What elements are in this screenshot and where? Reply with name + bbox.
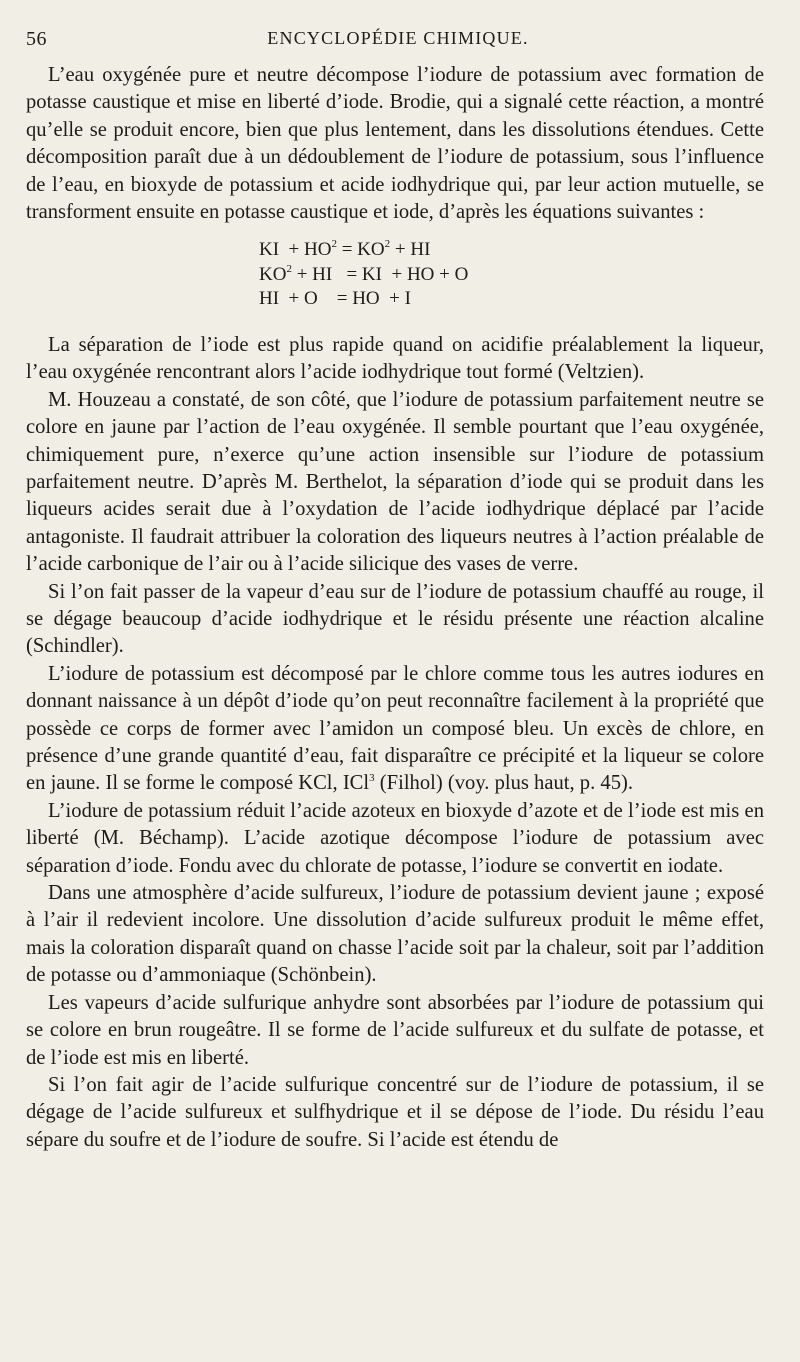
paragraph-8: Les vapeurs d’acide sulfurique anhydre sont absorbées par l’iodure de potassium qui se colore en brun rougeâtre. Il se forme de l’acide sulfureux et du sulfate de potasse, et de l’iode est mis en liberté. xyxy=(26,991,764,1069)
page-number: 56 xyxy=(26,28,47,50)
paragraph-3: M. Houzeau a constaté, de son côté, que l’iodure de potassium parfaitement neutre se colore en jaune par l’action de l’eau oxygénée. Il semble pourtant que l’eau oxygénée, chimiquement pure, n’exerce qu’une action insensible sur l’iodure de potassium parfaitement neutre. D’après M. Berthelot, la séparation d’iode qui se produit dans les liqueurs acides serait due à l’oxydation de l’acide iodhydrique déplacé par l’acide antagoniste. Il faudrait attribuer la coloration des liqueurs neutres à l’action préalable de l’acide carbonique de l’air ou à l’acide silicique des vases de verre. xyxy=(26,388,764,576)
paragraph-6: L’iodure de potassium réduit l’acide azoteux en bioxyde d’azote et de l’iode est mis en liberté (M. Béchamp). L’acide azotique décompose l’iodure de potassium avec séparation d’iode. Fondu avec du chlorate de potasse, l’iodure se convertit en iodate. xyxy=(26,799,764,877)
paragraph-7: Dans une atmosphère d’acide sulfureux, l’iodure de potassium devient jaune ; exposé à l’air il redevient incolore. Une dissolution d’acide sulfureux produit le même effet, mais la coloration disparaît quand on chasse l’acide soit par la chaleur, soit par l’addition de potasse ou d’ammoniaque (Schönbein). xyxy=(26,882,764,987)
equations-block xyxy=(259,238,764,312)
equation-2: $KO^2$ + HI = KI + HO + O xyxy=(259,262,469,285)
equation-3: HI + O = HO + I xyxy=(259,288,411,310)
page-header xyxy=(26,20,770,50)
running-title: ENCYCLOPÉDIE CHIMIQUE. xyxy=(267,28,529,48)
paragraph-1: L’eau oxygénée pure et neutre décompose l’iodure de potassium avec formation de potasse caustique et mise en liberté d’iode. Brodie, qui a signalé cette réaction, a montré qu’elle se produit encore, bien que plus lentement, dans les dissolutions étendues. Cette décomposition paraît due à un dédoublement de l’iodure de potassium, sous l’influence de l’eau, en bioxyde de potassium et acide iodhydrique qui, par leur action mutuelle, se transforment ensuite en potasse caustique et iode, d’après les équations suivantes : xyxy=(26,64,764,224)
paragraph-4: Si l’on fait passer de la vapeur d’eau sur de l’iodure de potassium chauffé au rouge, il se dégage beaucoup d’acide iodhydrique et le résidu présente une réaction alcaline (Schindler). xyxy=(26,580,764,658)
equation-1: KI + $HO^2 = KO^2$ + HI xyxy=(259,238,431,261)
page-body xyxy=(26,62,764,1154)
paragraph-5: L’iodure de potassium est décomposé par le chlore comme tous les autres iodures en donnant naissance à un dépôt d’iode qu’on peut reconnaître facilement à la propriété que possède ce corps de former avec l’amidon un composé bleu. Un excès de chlore, en présence d’une grande quantité d’eau, fait disparaître ce précipité et la liqueur se colore en jaune. Il se forme le composé KCl, ICl$^3$ (Filhol) (voy. plus haut, p. 45). xyxy=(26,662,764,795)
paragraph-9: Si l’on fait agir de l’acide sulfurique concentré sur de l’iodure de potassium, il se dégage de l’acide sulfureux et sulfhydrique et il se dépose de l’iode. Du résidu l’eau sépare du soufre et de l’iodure de soufre. Si l’acide est étendu de xyxy=(26,1073,764,1151)
paragraph-2: La séparation de l’iode est plus rapide quand on acidifie préalablement la liqueur, l’eau oxygénée rencontrant alors l’acide iodhydrique tout formé (Veltzien). xyxy=(26,333,764,384)
